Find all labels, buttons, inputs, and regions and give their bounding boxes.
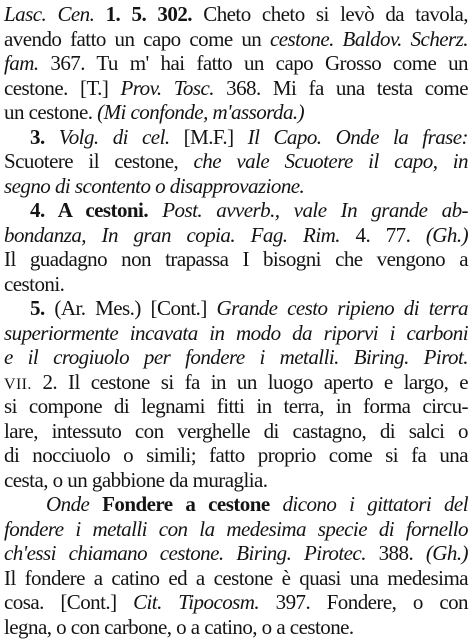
text-line [4, 590, 468, 615]
text-line [4, 492, 468, 517]
text-segment: (Gh.) [426, 223, 468, 247]
text-line [4, 174, 468, 199]
text-line [4, 345, 468, 370]
text-line [4, 198, 468, 223]
text-segment: Il fondere a catino ed a cestone è quasi una medesima [4, 566, 468, 590]
text-line [4, 51, 468, 76]
text-segment: lare, intessuto con verghelle di castagno, di salci o [4, 419, 468, 443]
text-segment: cestone. [T.] [4, 76, 121, 100]
text-segment: si compone di legnami fitti in terra, in forma circu- [4, 394, 468, 418]
text-line [4, 2, 468, 27]
text-segment: 3. [30, 125, 59, 149]
text-line [4, 223, 468, 248]
text-line [4, 296, 468, 321]
text-line [4, 149, 468, 174]
text-line [4, 272, 468, 297]
text-line [4, 247, 468, 272]
text-segment: Prov. Tosc. [121, 76, 227, 100]
text-segment: Volg. di cel. [59, 125, 184, 149]
text-line [4, 566, 468, 591]
text-segment: 1. 5. 302. [106, 2, 204, 26]
text-segment: legna, o con carbone, o a catino, o a cestone. [4, 615, 354, 639]
text-line [4, 394, 468, 419]
text-segment: Cheto cheto si levò da tavola, [203, 2, 468, 26]
text-segment: 367. Tu m' hai fatto un capo Grosso come un [50, 51, 468, 75]
text-segment: (Mi confonde, m'assorda.) [97, 100, 304, 124]
text-line [4, 76, 468, 101]
text-segment: cestone. Baldov. Scherz. [270, 27, 468, 51]
text-line [4, 100, 468, 125]
text-segment: che vale Scuotere il capo, in [194, 149, 468, 173]
text-segment: 2. Il cestone si fa in un luogo aperto e largo, e [42, 370, 468, 394]
text-segment: 4. A cestoni. [30, 198, 162, 222]
text-segment: Cit. Tipocosm. [133, 590, 276, 614]
text-segment: Onde [46, 492, 102, 516]
text-segment: un cestone. [4, 100, 97, 124]
text-segment: Lasc. Cen. [4, 2, 106, 26]
text-line [4, 615, 468, 639]
text-segment: 368. Mi fa una testa come [226, 76, 468, 100]
text-segment: Il guadagno non trapassa I bisogni che vengono a [4, 247, 468, 271]
text-segment: avendo fatto un capo come un [4, 27, 270, 51]
text-line [4, 443, 468, 468]
text-segment: cestoni. [4, 272, 64, 296]
text-line [4, 419, 468, 444]
text-segment: bondanza, In gran copia. Fag. Rim. [4, 223, 356, 247]
text-segment: Scuotere il cestone, [4, 149, 194, 173]
text-line [4, 541, 468, 566]
text-segment: (Ar. Mes.) [Cont.] [54, 296, 216, 320]
text-segment: Il Capo. Onde la frase: [248, 125, 468, 149]
text-segment: VII. [4, 376, 42, 393]
text-segment: [M.F.] [184, 125, 248, 149]
text-segment: Grande cesto ripieno di terra [217, 296, 468, 320]
text-segment: 397. Fondere, o con [276, 590, 468, 614]
text-segment: e il crogiuolo per fondere i metalli. Biring. Pirot. [4, 345, 468, 369]
text-segment: di nocciuolo o simili; fatto proprio come si fa una [4, 443, 468, 467]
text-line [4, 321, 468, 346]
text-segment: 5. [30, 296, 54, 320]
text-segment: fondere i metalli con la medesima specie di fornello [4, 517, 468, 541]
text-line [4, 468, 468, 493]
text-segment: superiormente incavata in modo da riporvi i carboni [4, 321, 468, 345]
text-segment: fam. [4, 51, 50, 75]
text-line [4, 27, 468, 52]
text-segment: ch'essi chiamano cestone. Biring. Pirotec. [4, 541, 379, 565]
text-segment: segno di scontento o disapprovazione. [4, 174, 304, 198]
dictionary-text-body [4, 2, 468, 639]
text-line [4, 517, 468, 542]
text-segment: 388. [379, 541, 426, 565]
text-line [4, 125, 468, 150]
text-segment: dicono i gittatori del [282, 492, 468, 516]
text-line [4, 370, 468, 395]
text-segment: (Gh.) [426, 541, 468, 565]
text-segment: Fondere a cestone [102, 492, 282, 516]
text-segment: cesta, o un gabbione da muraglia. [4, 468, 268, 492]
text-segment: cosa. [Cont.] [4, 590, 133, 614]
text-segment: 4. 77. [356, 223, 426, 247]
text-segment: Post. avverb., vale In grande ab- [162, 198, 468, 222]
